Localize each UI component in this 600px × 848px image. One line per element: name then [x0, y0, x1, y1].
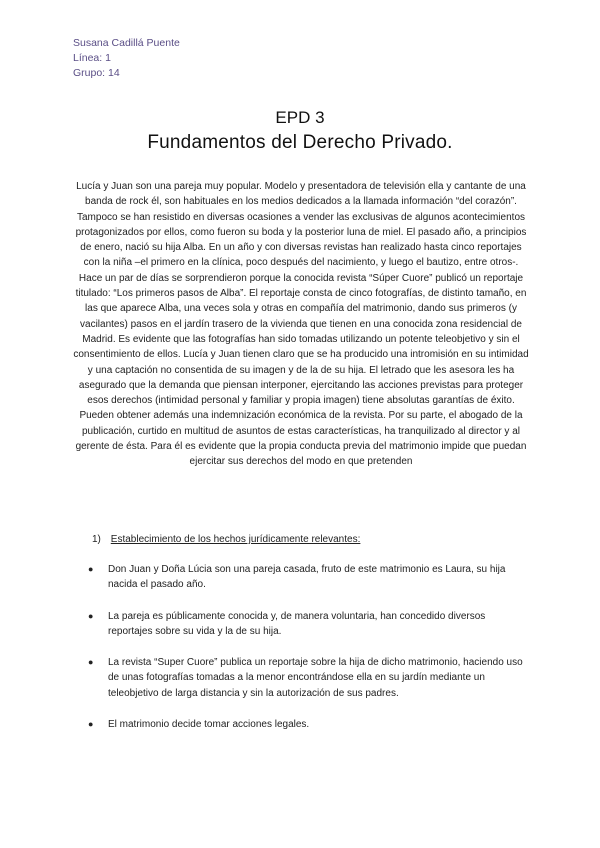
- document-title: EPD 3: [275, 108, 325, 127]
- bullet-icon: ●: [88, 719, 94, 730]
- author-header: [73, 36, 180, 81]
- section-heading: [92, 534, 360, 545]
- document-subtitle: Fundamentos del Derecho Privado.: [147, 132, 453, 153]
- bullet-icon: ●: [88, 564, 94, 574]
- list-item: [88, 562, 528, 593]
- group-number: Grupo: 14: [73, 67, 120, 79]
- list-item-text: Don Juan y Doña Lúcia son una pareja casada, fruto de este matrimonio es Laura, su hija nacida el pasado año.: [108, 564, 506, 591]
- list-item-text: El matrimonio decide tomar acciones legales.: [108, 719, 310, 731]
- section-title: Establecimiento de los hechos jurídicamente relevantes:: [110, 534, 361, 545]
- case-statement-paragraph: Lucía y Juan son una pareja muy popular. Modelo y presentadora de televisión ella y cantante de una banda de rock él, son habituales en los medios dedicados a la llamada información “del corazón”. Tampoco se han resistido en diversas ocasiones a vender las exclusivas de algunos acontecimientos protagonizados por ellos, como fueron su boda y la posterior luna de miel. El pasado año, a principios de enero, nació su hija Alba. En un año y con diversas revistas han realizado hasta cinco reportajes con la niña –el primero en la clínica, poco después del nacimiento, y luego el bautizo, entre otros-. Hace un par de días se sorprendieron porque la conocida revista “Súper Cuore” publicó un reportaje titulado: “Los primeros pasos de Alba”. El reportaje consta de cinco fotografías, de distinto tamaño, en las que aparece Alba, una veces sola y otras en compañía del matrimonio, dando sus primeros (y vacilantes) pasos en el jardín trasero de la vivienda que tienen en una conocida zona residencial de Madrid. Es evidente que las fotografías han sido tomadas utilizando un potente teleobjetivo y sin el consentimiento de ellos. Lucía y Juan tienen claro que se ha producido una intromisión en su intimidad y una captación no consentida de su imagen y de la de su hija. El letrado que les asesora les ha asegurado que la demanda que piensan interponer, ejercitando las acciones previstas para proteger esos derechos (intimidad personal y familiar y propia imagen) tiene absolutas garantías de éxito. Pueden obtener además una indemnización económica de la revista. Por su parte, el abogado de la publicación, curtido en multitud de asuntos de estas características, ha tranquilizado al director y al gerente de ésta. Para él es evidente que la propia conducta previa del matrimonio impide que puedan ejercitar sus derechos del modo en que pretenden: [73, 181, 529, 468]
- list-item-text: La pareja es públicamente conocida y, de manera voluntaria, han concedido diversos reportajes sobre su vida y la de su hija.: [108, 610, 486, 637]
- facts-list: [88, 562, 528, 748]
- line-number: Línea: 1: [73, 52, 111, 64]
- list-item-text: La revista “Super Cuore” publica un reportaje sobre la hija de dicho matrimonio, haciendo uso de unas fotografías tomadas a la menor encontrándose ella en su jardín mediante un teleobjetivo de larga distancia y sin la autorización de sus padres.: [108, 657, 523, 699]
- bullet-icon: ●: [88, 657, 94, 668]
- list-item: [88, 655, 528, 701]
- list-item: [88, 609, 528, 640]
- list-item: [88, 717, 528, 732]
- section-number: 1): [92, 534, 101, 545]
- author-name: Susana Cadillá Puente: [73, 37, 180, 49]
- bullet-icon: ●: [88, 610, 94, 621]
